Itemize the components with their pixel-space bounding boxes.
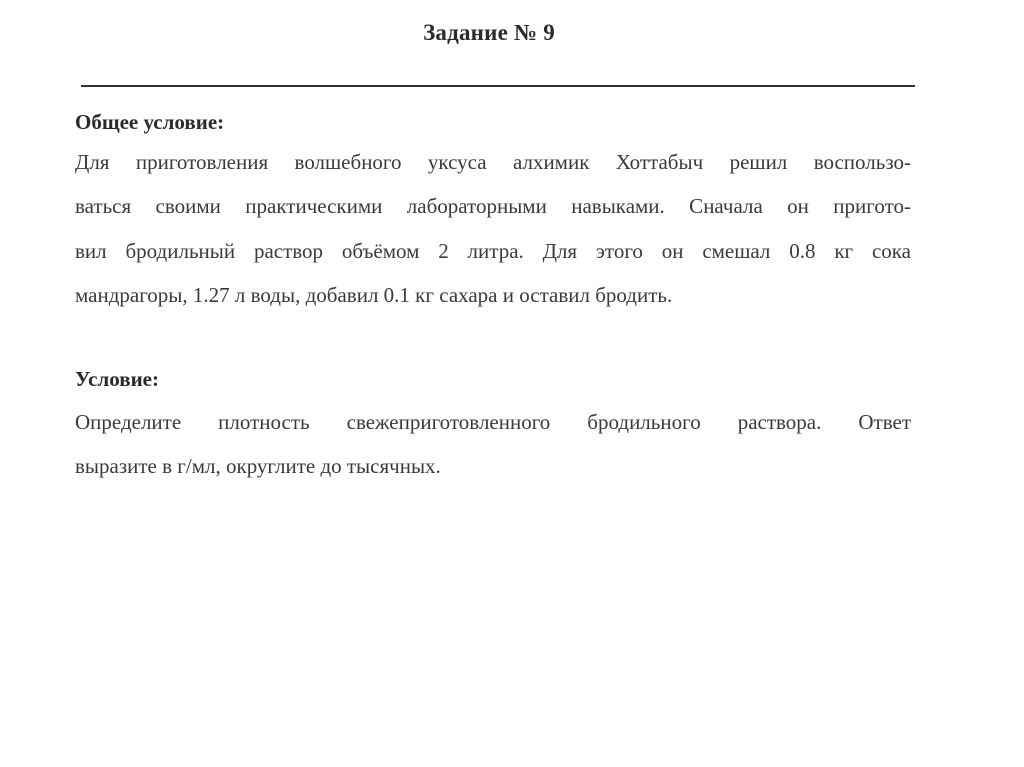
general-condition-line: ваться своими практическими лабораторными навыками. Сначала он пригото- bbox=[75, 194, 911, 218]
condition-line: Определите плотность свежеприготовленного бродильного раствора. Ответ bbox=[75, 410, 911, 434]
general-condition-line: мандрагоры, 1.27 л воды, добавил 0.1 кг сахара и оставил бродить. bbox=[75, 283, 673, 307]
condition-line: выразите в г/мл, округлите до тысячных. bbox=[75, 454, 441, 478]
title-divider bbox=[81, 85, 915, 87]
general-condition-line: Для приготовления волшебного уксуса алхимик Хоттабыч решил воспользо- bbox=[75, 150, 911, 174]
task-title: Задание № 9 bbox=[423, 20, 555, 45]
general-condition-line: вил бродильный раствор объёмом 2 литра. Для этого он смешал 0.8 кг сока bbox=[75, 239, 911, 263]
general-condition-heading: Общее условие: bbox=[75, 110, 225, 134]
condition-heading: Условие: bbox=[75, 367, 159, 391]
